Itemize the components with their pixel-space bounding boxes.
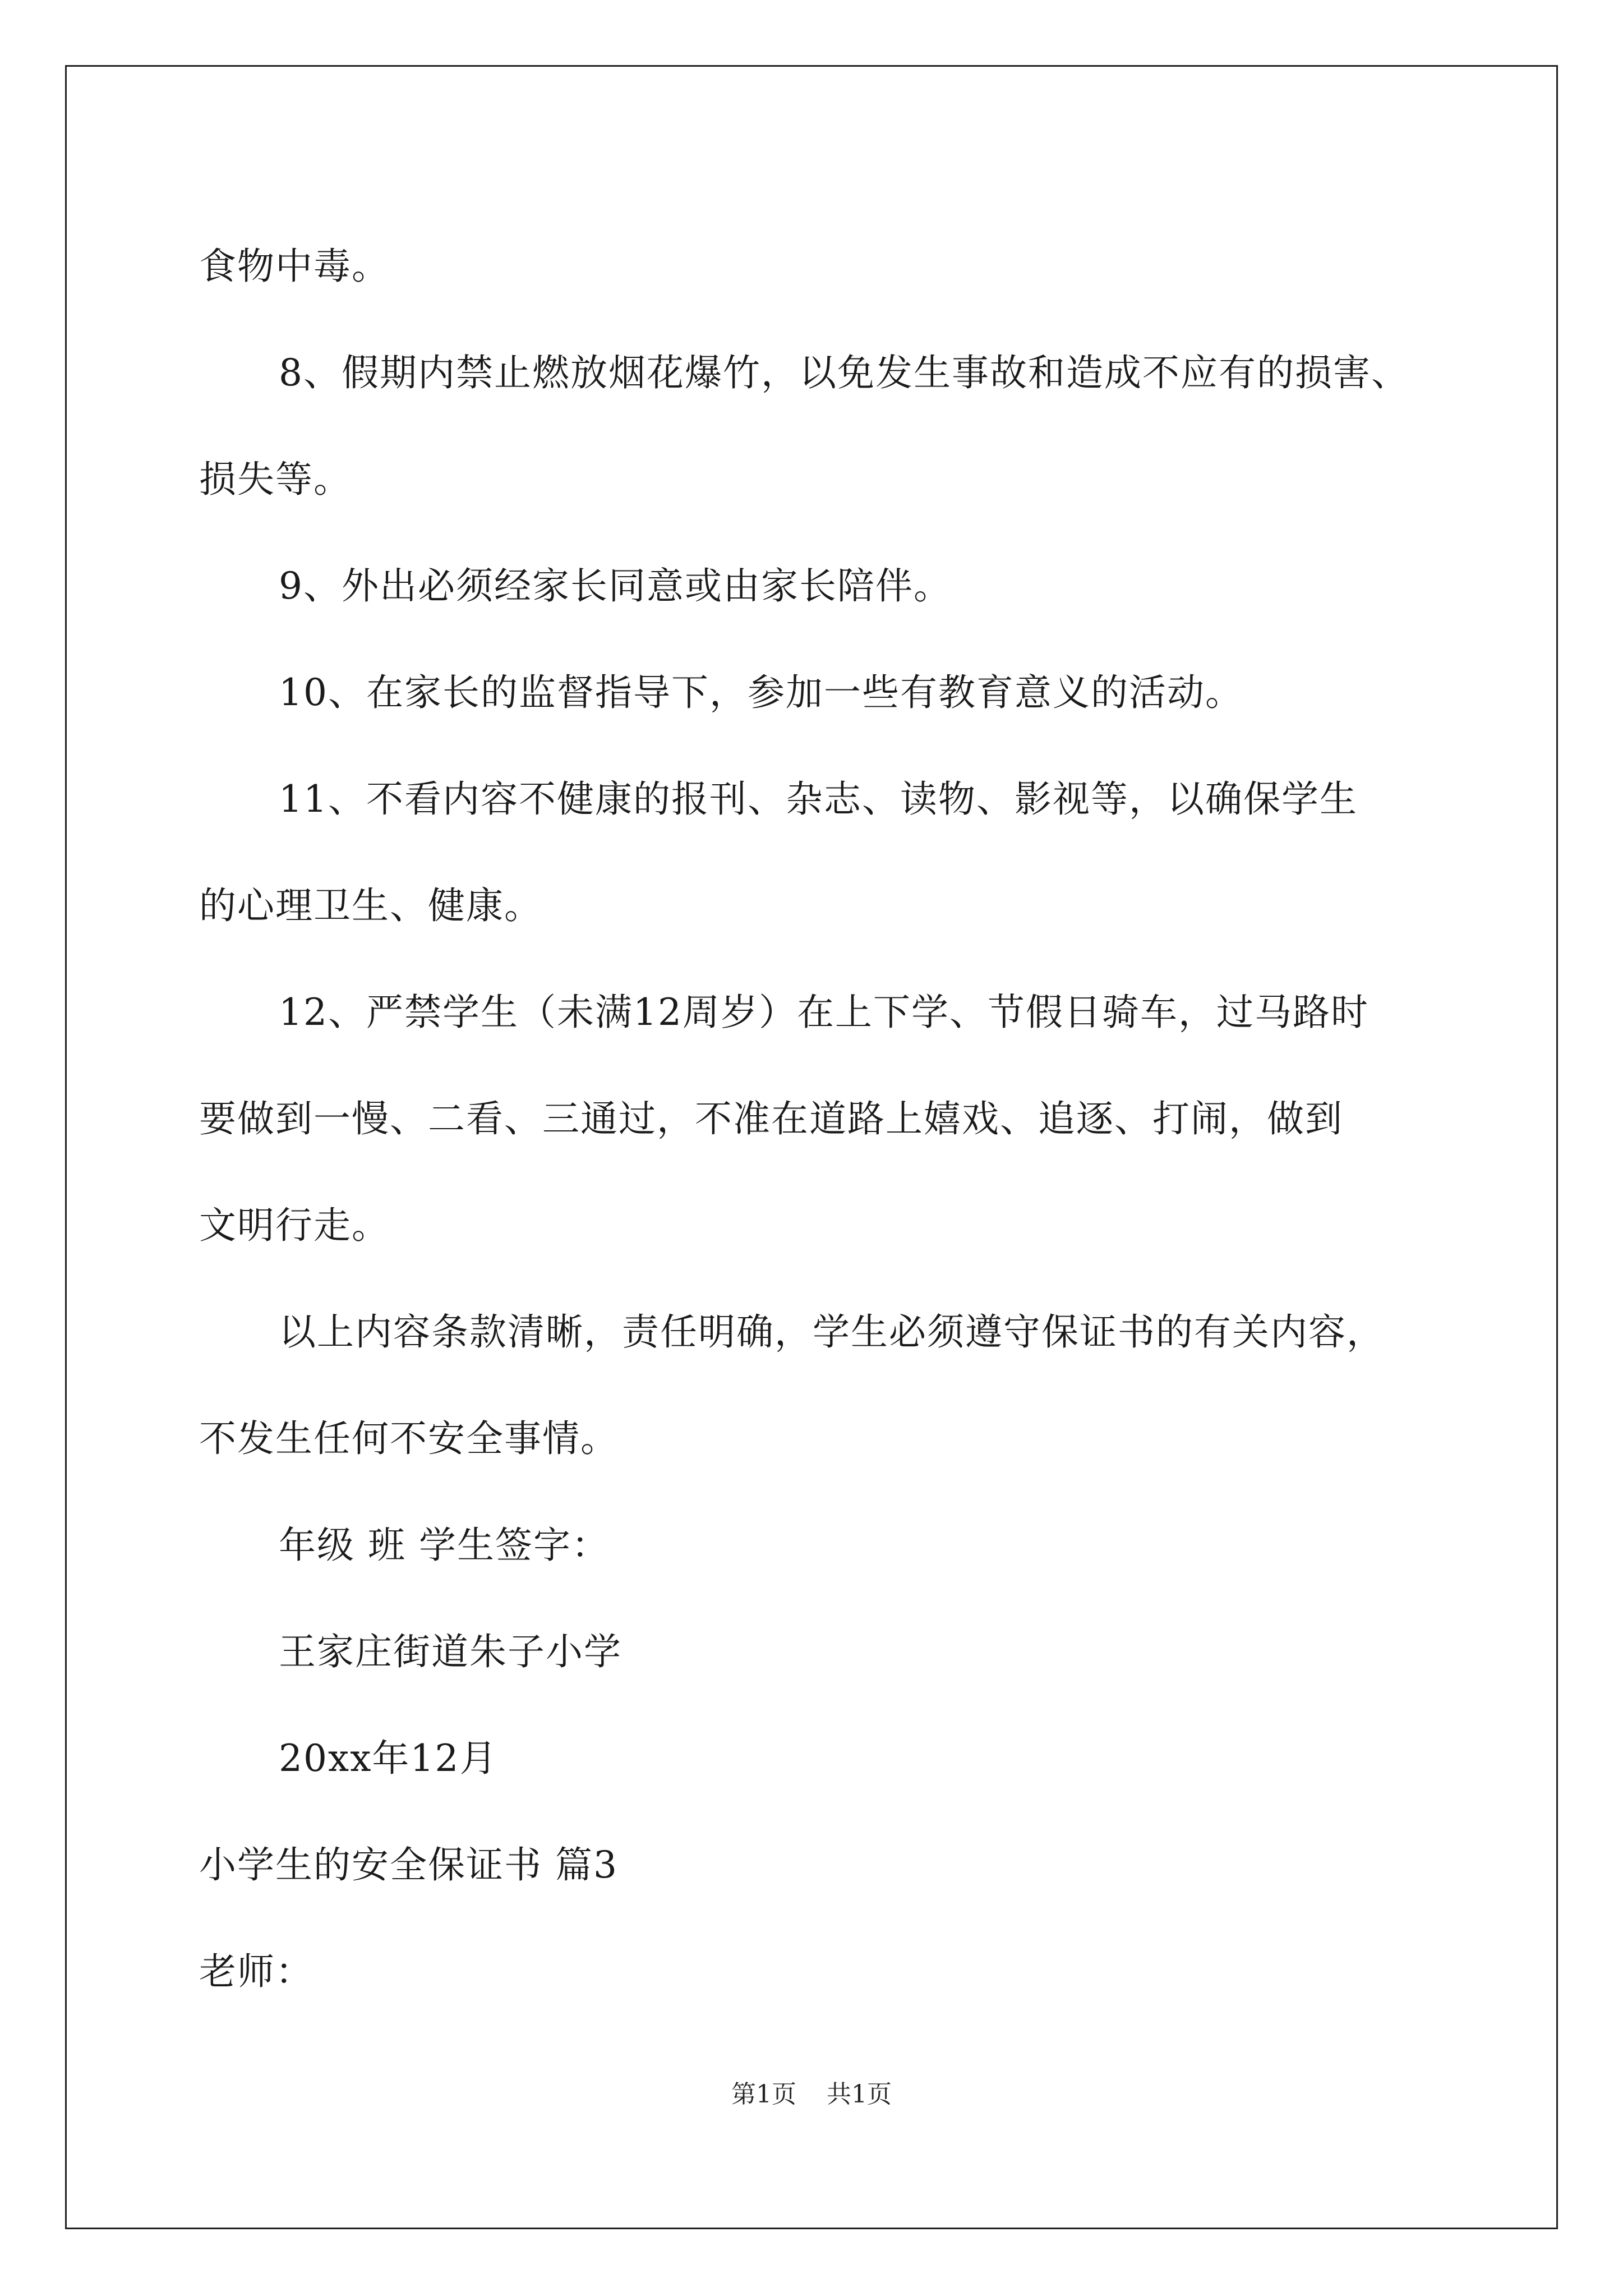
page-total: 共1页 [827,2080,892,2109]
text-line-3: 损失等。 [199,458,352,501]
text-line-11: 以上内容条款清晰，责任明确，学生必须遵守保证书的有关内容， [279,1310,1385,1354]
text-line-1: 食物中毒。 [199,245,390,288]
text-line-7: 的心理卫生、健康。 [199,884,542,927]
signature-line: 年级 班 学生签字： [279,1524,610,1567]
text-line-12: 不发生任何不安全事情。 [199,1417,619,1460]
text-line-9: 要做到一慢、二看、三通过，不准在道路上嬉戏、追逐、打闹，做到 [199,1097,1343,1140]
text-line-5: 10、在家长的监督指导下，参加一些有教育意义的活动。 [279,671,1243,714]
text-line-2: 8、假期内禁止燃放烟花爆竹，以免发生事故和造成不应有的损害、 [279,351,1409,394]
school-name: 王家庄街道朱子小学 [279,1630,622,1673]
text-line-4: 9、外出必须经家长同意或由家长陪伴。 [279,564,952,608]
salutation: 老师： [199,1950,313,1993]
page-footer [0,2078,1623,2111]
text-line-8: 12、严禁学生（未满12周岁）在上下学、节假日骑车，过马路时 [279,991,1369,1034]
page-number: 第1页 [731,2080,796,2109]
section-heading: 小学生的安全保证书 篇3 [199,1843,618,1887]
text-line-10: 文明行走。 [199,1204,390,1247]
text-line-6: 11、不看内容不健康的报刊、杂志、读物、影视等，以确保学生 [279,777,1358,821]
document-body [199,213,1467,2025]
date-line: 20xx年12月 [279,1737,498,1780]
